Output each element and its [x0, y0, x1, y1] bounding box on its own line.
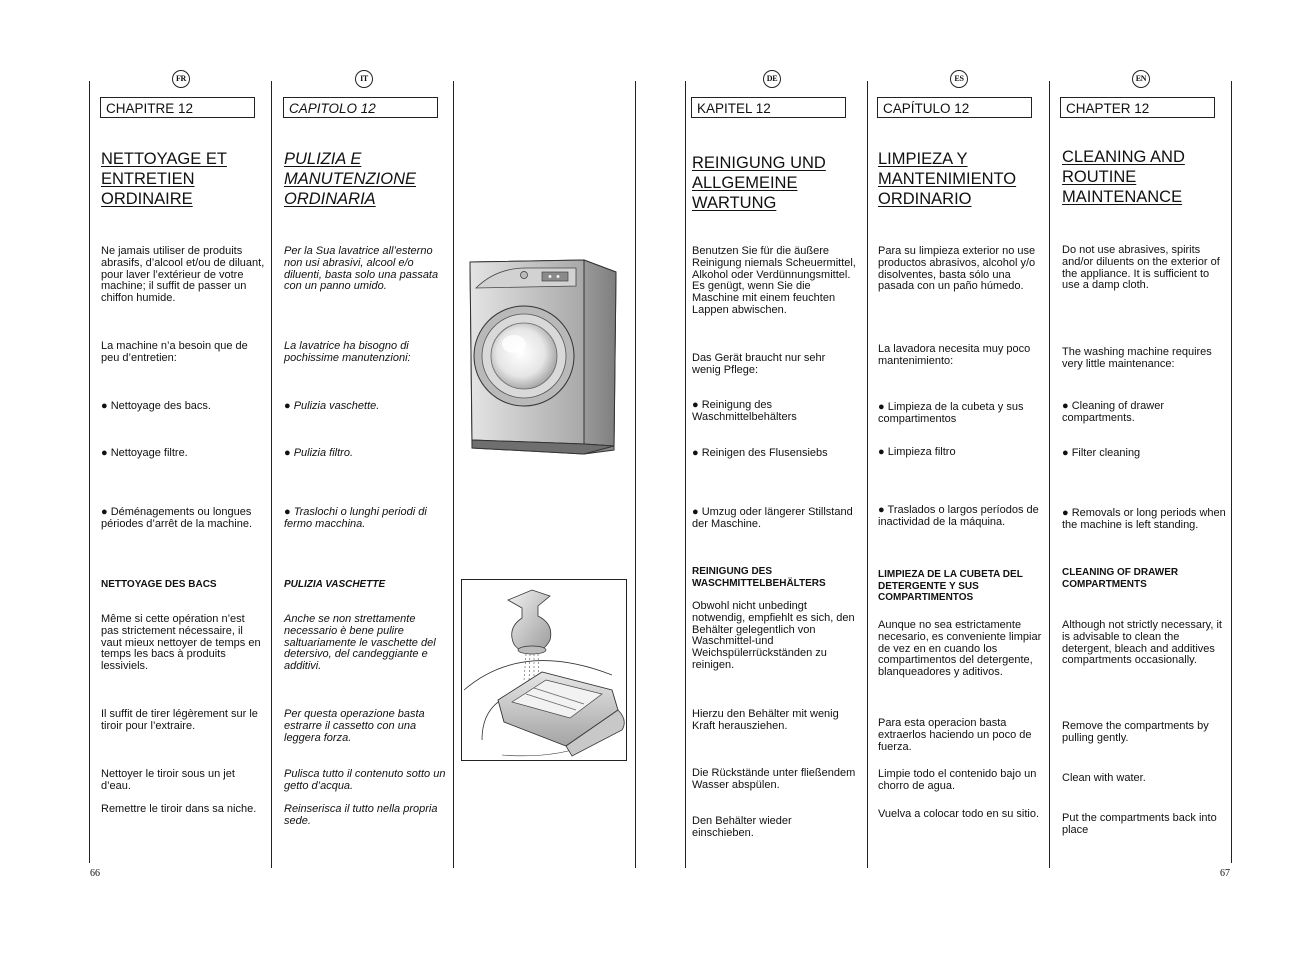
body-paragraph: Die Rückstände unter fließendem Wasser abspülen. — [692, 767, 856, 791]
subsection-heading: LIMPIEZA DE LA CUBETA DEL DETERGENTE Y SUS COMPARTIMENTOS — [878, 569, 1023, 603]
body-paragraph: Put the compartments back into place — [1062, 812, 1217, 836]
chapter-label: CHAPTER 12 — [1060, 97, 1215, 118]
chapter-label: KAPITEL 12 — [691, 97, 846, 118]
column-divider — [685, 81, 686, 868]
page-number-right: 67 — [1220, 868, 1230, 879]
body-paragraph: Para esta operacion basta extraerlos haciendo un poco de fuerza. — [878, 717, 1032, 753]
column-divider — [89, 81, 90, 863]
maintenance-paragraph: La lavadora necesita muy poco mantenimiento: — [878, 343, 1031, 367]
maintenance-paragraph: La lavatrice ha bisogno di pochissime manutenzioni: — [284, 340, 411, 364]
subsection-heading: NETTOYAGE DES BACS — [101, 579, 217, 590]
body-paragraph: Il suffit de tirer légèrement sur le tiroir pour l’extraire. — [101, 708, 258, 732]
washing-machine-illustration — [466, 258, 618, 456]
intro-paragraph: Benutzen Sie für die äußere Reinigung niemals Scheuermittel, Alkohol oder Verdünnungsmittel. Es genügt, wenn Sie die Maschine mit einem feuchten Lappen abwischen. — [692, 245, 856, 316]
section-title: REINIGUNG UND ALLGEMEINE WARTUNG — [692, 154, 826, 212]
bullet-item: ● Cleaning of drawer compartments. — [1062, 400, 1165, 424]
bullet-item: ● Déménagements ou longues périodes d’arrêt de la machine. — [101, 506, 253, 530]
column-divider — [453, 81, 454, 868]
language-badge: EN — [1132, 70, 1150, 88]
body-paragraph: Remove the compartments by pulling gently. — [1062, 720, 1209, 744]
maintenance-paragraph: The washing machine requires very little maintenance: — [1062, 346, 1212, 370]
subsection-heading: PULIZIA VASCHETTE — [284, 579, 386, 590]
column-divider — [271, 81, 272, 868]
column-divider — [635, 81, 636, 868]
language-badge: ES — [950, 70, 968, 88]
section-title: CLEANING AND ROUTINE MAINTENANCE — [1062, 148, 1185, 206]
body-paragraph: Clean with water. — [1062, 772, 1146, 784]
intro-paragraph: Per la Sua lavatrice all’esterno non usi abrasivi, alcool e/o diluenti, basta solo una passata con un panno umido. — [284, 245, 439, 293]
washing-machine-icon — [466, 258, 618, 456]
body-paragraph: Anche se non strettamente necessario è bene pulire saltuariamente le vaschette del detersivo, del candeggiante e additivi. — [284, 613, 436, 673]
drawer-cleaning-illustration — [461, 579, 627, 761]
page-number-left: 66 — [90, 868, 100, 879]
body-paragraph: Per questa operazione basta estrarre il cassetto con una leggera forza. — [284, 708, 425, 744]
bullet-item: ● Removals or long periods when the machine is left standing. — [1062, 507, 1226, 531]
body-paragraph: Pulisca tutto il contenuto sotto un getto d’acqua. — [284, 768, 446, 792]
body-paragraph: Vuelva a colocar todo en su sitio. — [878, 808, 1040, 820]
bullet-item: ● Filter cleaning — [1062, 447, 1141, 459]
section-title: LIMPIEZA Y MANTENIMIENTO ORDINARIO — [878, 150, 1017, 208]
body-paragraph: Although not strictly necessary, it is advisable to clean the detergent, bleach and additives compartments occasionally. — [1062, 619, 1222, 667]
body-paragraph: Même si cette opération n’est pas strictement nécessaire, il vaut mieux nettoyer de temps en temps les bacs à produits lessiviels. — [101, 613, 261, 673]
chapter-label: CAPITOLO 12 — [283, 97, 438, 118]
bullet-item: ● Traslados o largos períodos de inactividad de la máquina. — [878, 504, 1039, 528]
subsection-heading: CLEANING OF DRAWER COMPARTMENTS — [1062, 567, 1179, 590]
bullet-item: ● Nettoyage filtre. — [101, 447, 188, 459]
body-paragraph: Aunque no sea estrictamente necesario, es conveniente limpiar de vez en en cuando los compartimentos del detergente, blanqueadores y aditivos. — [878, 619, 1042, 679]
bullet-item: ● Limpieza de la cubeta y sus compartimentos — [878, 401, 1024, 425]
body-paragraph: Limpie todo el contenido bajo un chorro de agua. — [878, 768, 1037, 792]
bullet-item: ● Nettoyage des bacs. — [101, 400, 211, 412]
bullet-item: ● Limpieza filtro — [878, 446, 956, 458]
intro-paragraph: Ne jamais utiliser de produits abrasifs, d’alcool et/ou de diluant, pour laver l’extérieur de votre machine; il suffit de passer un chiffon humide. — [101, 245, 265, 305]
bullet-item: ● Reinigung des Waschmittelbehälters — [692, 399, 797, 423]
bullet-item: ● Traslochi o lunghi periodi di fermo macchina. — [284, 506, 427, 530]
bullet-item: ● Umzug oder längerer Stillstand der Maschine. — [692, 506, 853, 530]
body-paragraph: Nettoyer le tiroir sous un jet d’eau. — [101, 768, 235, 792]
body-paragraph: Hierzu den Behälter mit wenig Kraft herausziehen. — [692, 708, 839, 732]
maintenance-paragraph: Das Gerät braucht nur sehr wenig Pflege: — [692, 352, 826, 376]
bullet-item: ● Pulizia vaschette. — [284, 400, 380, 412]
maintenance-paragraph: La machine n’a besoin que de peu d’entretien: — [101, 340, 248, 364]
language-badge: IT — [355, 70, 373, 88]
language-badge: FR — [172, 70, 190, 88]
body-paragraph: Obwohl nicht unbedingt notwendig, empfiehlt es sich, den Behälter gelegentlich von Waschmittel-und Weichspülerrückständen zu reinigen. — [692, 600, 855, 671]
body-paragraph: Reinserisca il tutto nella propria sede. — [284, 803, 438, 827]
chapter-label: CHAPITRE 12 — [100, 97, 255, 118]
intro-paragraph: Para su limpieza exterior no use productos abrasivos, alcohol y/o disolventes, basta sólo una pasada con un paño húmedo. — [878, 245, 1036, 293]
tap-water-drawer-icon — [462, 580, 626, 760]
language-badge: DE — [763, 70, 781, 88]
column-divider — [1231, 81, 1232, 863]
bullet-item: ● Pulizia filtro. — [284, 447, 353, 459]
column-divider — [1049, 81, 1050, 868]
subsection-heading: REINIGUNG DES WASCHMITTELBEHÄLTERS — [692, 566, 826, 589]
section-title: PULIZIA E MANUTENZIONE ORDINARIA — [284, 150, 416, 208]
section-title: NETTOYAGE ET ENTRETIEN ORDINAIRE — [101, 150, 227, 208]
chapter-label: CAPÍTULO 12 — [877, 97, 1032, 118]
intro-paragraph: Do not use abrasives, spirits and/or diluents on the exterior of the appliance. It is sufficient to use a damp cloth. — [1062, 244, 1220, 292]
bullet-item: ● Reinigen des Flusensiebs — [692, 447, 828, 459]
body-paragraph: Den Behälter wieder einschieben. — [692, 815, 792, 839]
column-divider — [867, 81, 868, 868]
body-paragraph: Remettre le tiroir dans sa niche. — [101, 803, 257, 815]
